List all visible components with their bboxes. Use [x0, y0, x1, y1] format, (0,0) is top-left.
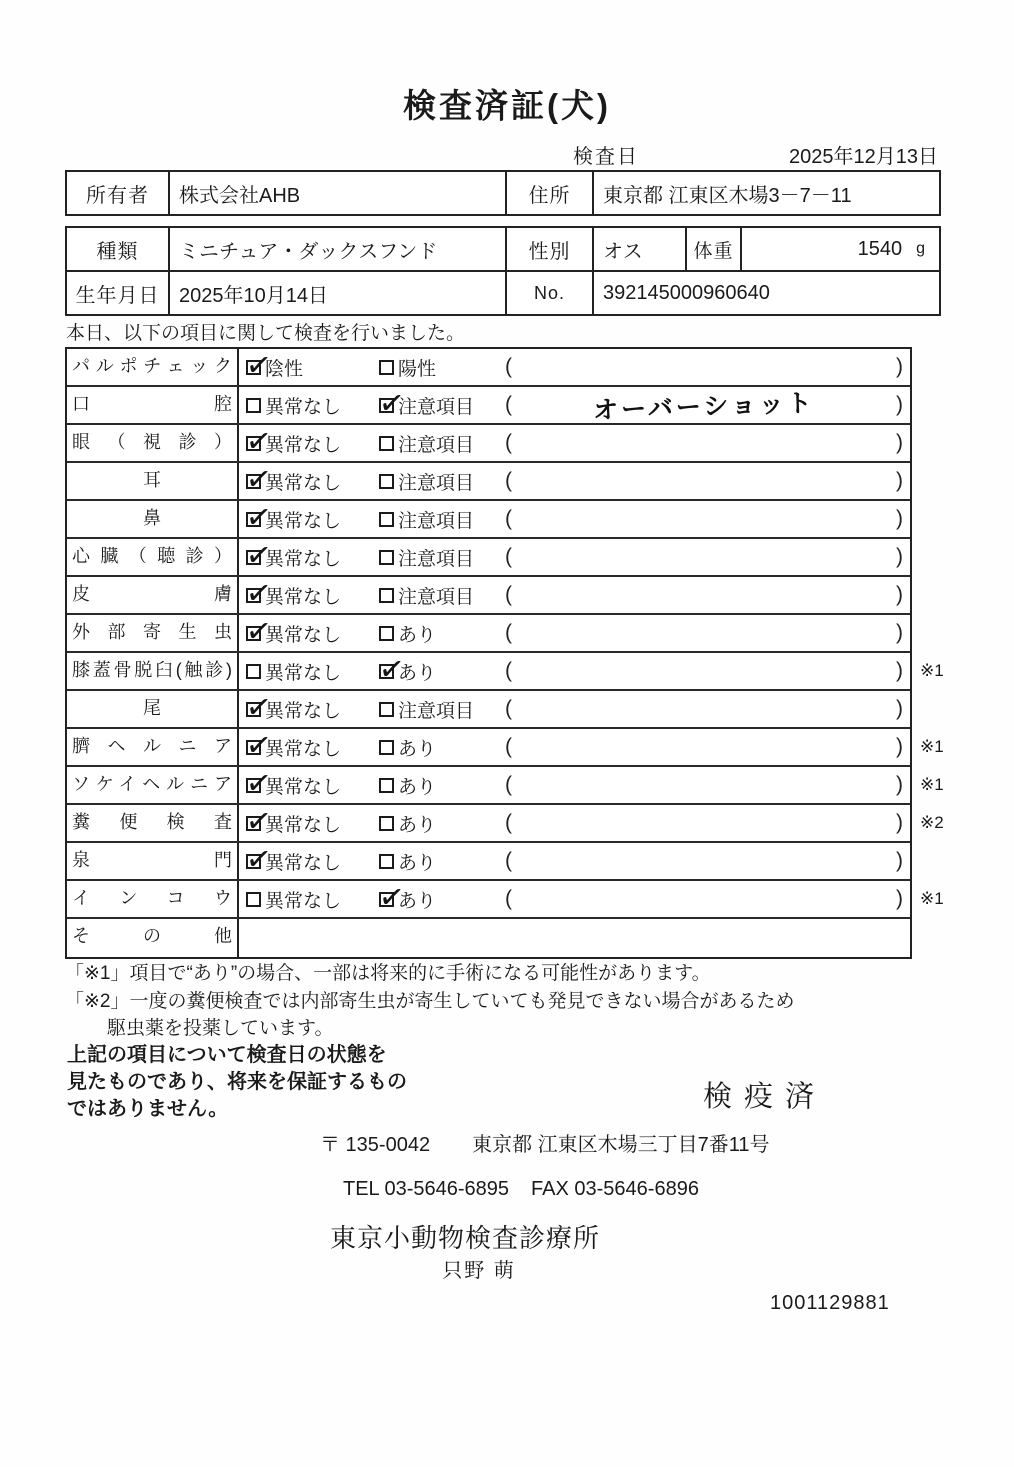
- paren-open: (: [505, 583, 512, 606]
- option-label: 陰性: [265, 358, 304, 380]
- checklist-row-label: 尾: [67, 691, 239, 727]
- intro-text: 本日、以下の項目に関して検査を行いました。: [66, 323, 466, 344]
- checkbox-unchecked: [379, 778, 394, 793]
- checkbox-unchecked: [379, 626, 394, 641]
- birthdate-label: 生年月日: [67, 272, 170, 314]
- paren-open: (: [505, 887, 512, 910]
- checklist-row: [67, 387, 910, 425]
- remark-field: [505, 659, 910, 683]
- checkbox-unchecked: [246, 664, 261, 679]
- checklist-row-label: パルポチェック: [67, 349, 239, 385]
- pet-row-2: [67, 272, 939, 314]
- remark-field: [505, 583, 910, 607]
- paren-open: (: [505, 355, 512, 378]
- option-label: 注意項目: [398, 586, 475, 608]
- checklist-row: [67, 805, 944, 843]
- checkbox-unchecked: [379, 740, 394, 755]
- checklist-option: [239, 696, 372, 723]
- pet-table: [65, 226, 941, 316]
- checkbox-checked: [246, 816, 261, 831]
- serial-number: 1001129881: [770, 1292, 890, 1314]
- weight-value: 1540: [857, 237, 903, 260]
- checkbox-checked: [246, 626, 261, 641]
- checklist-option: [239, 658, 372, 685]
- remark-field: [505, 355, 910, 379]
- paren-open: (: [505, 507, 512, 530]
- clinic-postal-line: [320, 1128, 770, 1157]
- checklist-row-label: 心臓（聴診）: [67, 539, 239, 575]
- checkbox-unchecked: [379, 360, 394, 375]
- checkbox-checked: [246, 512, 261, 527]
- inspection-date-label: 検査日: [573, 146, 639, 168]
- checklist-row-content: [239, 387, 910, 423]
- checklist-row-label: 膝蓋骨脱臼(触診): [67, 653, 239, 689]
- disclaimer-line: ではありません。: [67, 1098, 229, 1120]
- option-label: 陽性: [398, 358, 437, 380]
- postal-code: 〒 135-0042: [320, 1134, 431, 1156]
- number-value: 392145000960640: [603, 281, 770, 304]
- option-label: あり: [398, 662, 437, 684]
- checklist-option: [239, 810, 372, 837]
- option-label: 注意項目: [398, 434, 475, 456]
- footnote-mark: ※1: [920, 889, 944, 908]
- paren-close: ): [896, 621, 903, 644]
- checkbox-checked: [246, 360, 261, 375]
- checklist-table: [65, 347, 944, 959]
- checklist-row-content: [239, 653, 910, 689]
- checklist-row-content: [239, 539, 910, 575]
- option-label: 異常なし: [265, 472, 342, 494]
- option-label: あり: [398, 776, 437, 798]
- paren-open: (: [505, 697, 512, 720]
- certificate-title: 検査済証(犬): [403, 87, 611, 124]
- checklist-option: [239, 468, 372, 495]
- checklist-option: [239, 620, 372, 647]
- checklist-row-content: [239, 501, 910, 537]
- checkbox-unchecked: [379, 816, 394, 831]
- address-value: 東京都 江東区木場3－7－11: [603, 184, 852, 207]
- checkbox-unchecked: [379, 436, 394, 451]
- paren-open: (: [505, 735, 512, 758]
- paren-close: ): [896, 583, 903, 606]
- paren-open: (: [505, 545, 512, 568]
- checklist-row-content: [239, 729, 910, 765]
- checkbox-unchecked: [246, 398, 261, 413]
- paren-close: ): [896, 773, 903, 796]
- remark-field: [505, 545, 910, 569]
- checklist-option: [239, 886, 372, 913]
- checklist-row-content: [239, 425, 910, 461]
- checklist-row-content: [239, 805, 910, 841]
- weight-unit: g: [916, 240, 925, 257]
- paren-close: ): [896, 355, 903, 378]
- weight-label: 体重: [687, 228, 742, 270]
- checklist-option: [372, 734, 505, 761]
- checklist-row: [67, 767, 944, 805]
- checklist-option: [239, 430, 372, 457]
- checklist-row-label: 眼（視診）: [67, 425, 239, 461]
- option-label: あり: [398, 814, 437, 836]
- checklist-row: [67, 577, 910, 615]
- checkbox-checked: [379, 398, 394, 413]
- checklist-option: [239, 734, 372, 761]
- paren-close: ): [896, 507, 903, 530]
- checklist-row-label: 泉門: [67, 843, 239, 879]
- checklist-option: [239, 544, 372, 571]
- remark-field: [505, 887, 910, 911]
- owner-label: 所有者: [67, 172, 170, 214]
- checklist-option: [372, 810, 505, 837]
- option-label: 異常なし: [265, 396, 342, 418]
- checkbox-checked: [246, 436, 261, 451]
- footnote-mark: ※1: [920, 661, 944, 680]
- clinic-tel: TEL 03-5646-6895: [343, 1178, 510, 1200]
- checklist-row: [67, 843, 910, 881]
- checklist-option: [239, 772, 372, 799]
- inspection-date-value: 2025年12月13日: [789, 146, 938, 168]
- paren-open: (: [505, 659, 512, 682]
- option-label: 異常なし: [265, 814, 342, 836]
- remark-field: [505, 811, 910, 835]
- checklist-row: [67, 615, 910, 653]
- option-label: 注意項目: [398, 548, 475, 570]
- option-label: 注意項目: [398, 510, 475, 532]
- checklist-option: [372, 506, 505, 533]
- checklist-row-label: 臍ヘルニア: [67, 729, 239, 765]
- paren-close: ): [896, 545, 903, 568]
- checklist-row-content: [239, 349, 910, 385]
- paren-open: (: [505, 811, 512, 834]
- checklist-row-content: [239, 919, 910, 957]
- checklist-row: [67, 919, 910, 957]
- checklist-row-label: 皮膚: [67, 577, 239, 613]
- checklist-option: [372, 772, 505, 799]
- checklist-option: [239, 392, 372, 419]
- checklist-row-label: 外部寄生虫: [67, 615, 239, 651]
- checkbox-unchecked: [379, 854, 394, 869]
- paren-open: (: [505, 469, 512, 492]
- disclaimer-line: 上記の項目について検査日の状態を: [67, 1044, 387, 1066]
- option-label: 注意項目: [398, 472, 475, 494]
- option-label: あり: [398, 738, 437, 760]
- checklist-option: [372, 354, 505, 381]
- clinic-name: 東京小動物検査診療所: [329, 1223, 600, 1253]
- checklist-row: [67, 463, 910, 501]
- paren-close: ): [896, 887, 903, 910]
- option-label: 異常なし: [265, 548, 342, 570]
- paren-close: ): [896, 697, 903, 720]
- remark-field: [505, 735, 910, 759]
- checklist-option: [372, 468, 505, 495]
- remark-field: [505, 431, 910, 455]
- disclaimer: [67, 1042, 407, 1123]
- handwritten-note: オーバーショット: [592, 389, 816, 425]
- checkbox-checked: [379, 892, 394, 907]
- checklist-row-content: [239, 767, 910, 803]
- remark-field: [505, 387, 910, 423]
- owner-row: [67, 172, 939, 214]
- checkbox-unchecked: [379, 512, 394, 527]
- checklist-option: [372, 886, 505, 913]
- checklist-option: [372, 658, 505, 685]
- checkbox-checked: [246, 740, 261, 755]
- remark-field: [505, 697, 910, 721]
- checklist-row: [67, 691, 910, 729]
- checkbox-checked: [246, 550, 261, 565]
- checkbox-checked: [246, 778, 261, 793]
- remark-field: [505, 469, 910, 493]
- disclaimer-line: 見たものであり、将来を保証するもの: [67, 1071, 407, 1093]
- checklist-row-content: [239, 843, 910, 879]
- checkbox-unchecked: [379, 474, 394, 489]
- checkbox-checked: [246, 474, 261, 489]
- paren-close: ): [896, 811, 903, 834]
- checklist-option: [372, 620, 505, 647]
- address-label: 住所: [507, 172, 594, 214]
- checklist-option: [239, 506, 372, 533]
- checklist-row: [67, 881, 944, 919]
- checklist-row-label: 糞便検査: [67, 805, 239, 841]
- checklist-row: [67, 539, 910, 577]
- checklist-row-content: [239, 577, 910, 613]
- paren-open: (: [505, 393, 512, 416]
- option-label: 異常なし: [265, 662, 342, 684]
- checklist-row-label: インコウ: [67, 881, 239, 917]
- checklist-row-label: その他: [67, 919, 239, 957]
- clinic-fax: FAX 03-5646-6896: [531, 1178, 699, 1200]
- remark-field: [505, 849, 910, 873]
- option-label: 異常なし: [265, 510, 342, 532]
- footnote-mark: ※1: [920, 775, 944, 794]
- option-label: 異常なし: [265, 624, 342, 646]
- checklist-row: [67, 349, 910, 387]
- checklist-option: [372, 582, 505, 609]
- checklist-row-content: [239, 881, 910, 917]
- option-label: あり: [398, 624, 437, 646]
- weight-value-cell: [742, 228, 939, 270]
- option-label: あり: [398, 890, 437, 912]
- paren-close: ): [896, 469, 903, 492]
- option-label: 異常なし: [265, 738, 342, 760]
- checklist-row: [67, 729, 944, 767]
- sex-value: オス: [594, 228, 687, 270]
- number-label: No.: [507, 272, 594, 314]
- footnotes: [65, 960, 795, 1043]
- checklist-row: [67, 653, 944, 691]
- checklist-option: [372, 848, 505, 875]
- remark-field: [505, 507, 910, 531]
- paren-open: (: [505, 431, 512, 454]
- checkbox-checked: [246, 854, 261, 869]
- checkbox-checked: [246, 702, 261, 717]
- checklist-row-content: [239, 463, 910, 499]
- checklist-option: [372, 696, 505, 723]
- checklist-row-label: ソケイヘルニア: [67, 767, 239, 803]
- paren-close: ): [896, 659, 903, 682]
- checklist-row-label: 口腔: [67, 387, 239, 423]
- checklist-row: [67, 501, 910, 539]
- checklist-option: [239, 582, 372, 609]
- checkbox-unchecked: [379, 702, 394, 717]
- remark-field: [505, 621, 910, 645]
- checklist-row-label: 鼻: [67, 501, 239, 537]
- breed-label: 種類: [67, 228, 170, 270]
- quarantine-stamp: 検疫済: [703, 1081, 827, 1113]
- option-label: 異常なし: [265, 776, 342, 798]
- checklist-row: [67, 425, 910, 463]
- sex-label: 性別: [507, 228, 594, 270]
- owner-table: [65, 170, 941, 216]
- paren-open: (: [505, 621, 512, 644]
- checklist-row-label: 耳: [67, 463, 239, 499]
- checklist-option: [239, 848, 372, 875]
- checklist-option: [372, 430, 505, 457]
- owner-value: 株式会社AHB: [170, 172, 507, 214]
- birthdate-value: 2025年10月14日: [170, 272, 507, 314]
- checkbox-unchecked: [246, 892, 261, 907]
- checkbox-checked: [379, 664, 394, 679]
- footnote-line: 「※1」項目で“あり”の場合、一部は将来的に手術になる可能性があります。: [65, 963, 711, 984]
- checkbox-unchecked: [379, 550, 394, 565]
- option-label: 注意項目: [398, 700, 475, 722]
- checklist-row-content: [239, 615, 910, 651]
- option-label: 異常なし: [265, 434, 342, 456]
- footnote-line: 「※2」一度の糞便検査では内部寄生虫が寄生していても発見できない場合があるため: [65, 990, 795, 1012]
- option-label: 異常なし: [265, 700, 342, 722]
- checklist-option: [239, 354, 372, 381]
- option-label: 異常なし: [265, 852, 342, 874]
- paren-close: ): [895, 393, 903, 416]
- option-label: 異常なし: [265, 586, 342, 608]
- footnote-mark: ※1: [920, 737, 944, 756]
- checklist-option: [372, 544, 505, 571]
- footnote-mark: ※2: [920, 813, 944, 832]
- paren-open: (: [505, 849, 512, 872]
- paren-close: ): [896, 735, 903, 758]
- remark-field: [505, 773, 910, 797]
- clinic-tel-line: [343, 1178, 699, 1201]
- checklist-option: [372, 392, 505, 419]
- footnote-line: 駆虫薬を投薬しています。: [107, 1018, 334, 1039]
- paren-close: ): [896, 431, 903, 454]
- paren-open: (: [505, 773, 512, 796]
- paren-close: ): [896, 849, 903, 872]
- checkbox-unchecked: [379, 588, 394, 603]
- examiner-name: 只野 萌: [442, 1260, 516, 1282]
- checklist-row-content: [239, 691, 910, 727]
- option-label: あり: [398, 852, 437, 874]
- breed-value: ミニチュア・ダックスフンド: [170, 228, 507, 270]
- checkbox-checked: [246, 588, 261, 603]
- clinic-address: 東京都 江東区木場三丁目7番11号: [472, 1134, 770, 1156]
- pet-row-1: [67, 228, 939, 272]
- option-label: 注意項目: [398, 396, 475, 418]
- option-label: 異常なし: [265, 890, 342, 912]
